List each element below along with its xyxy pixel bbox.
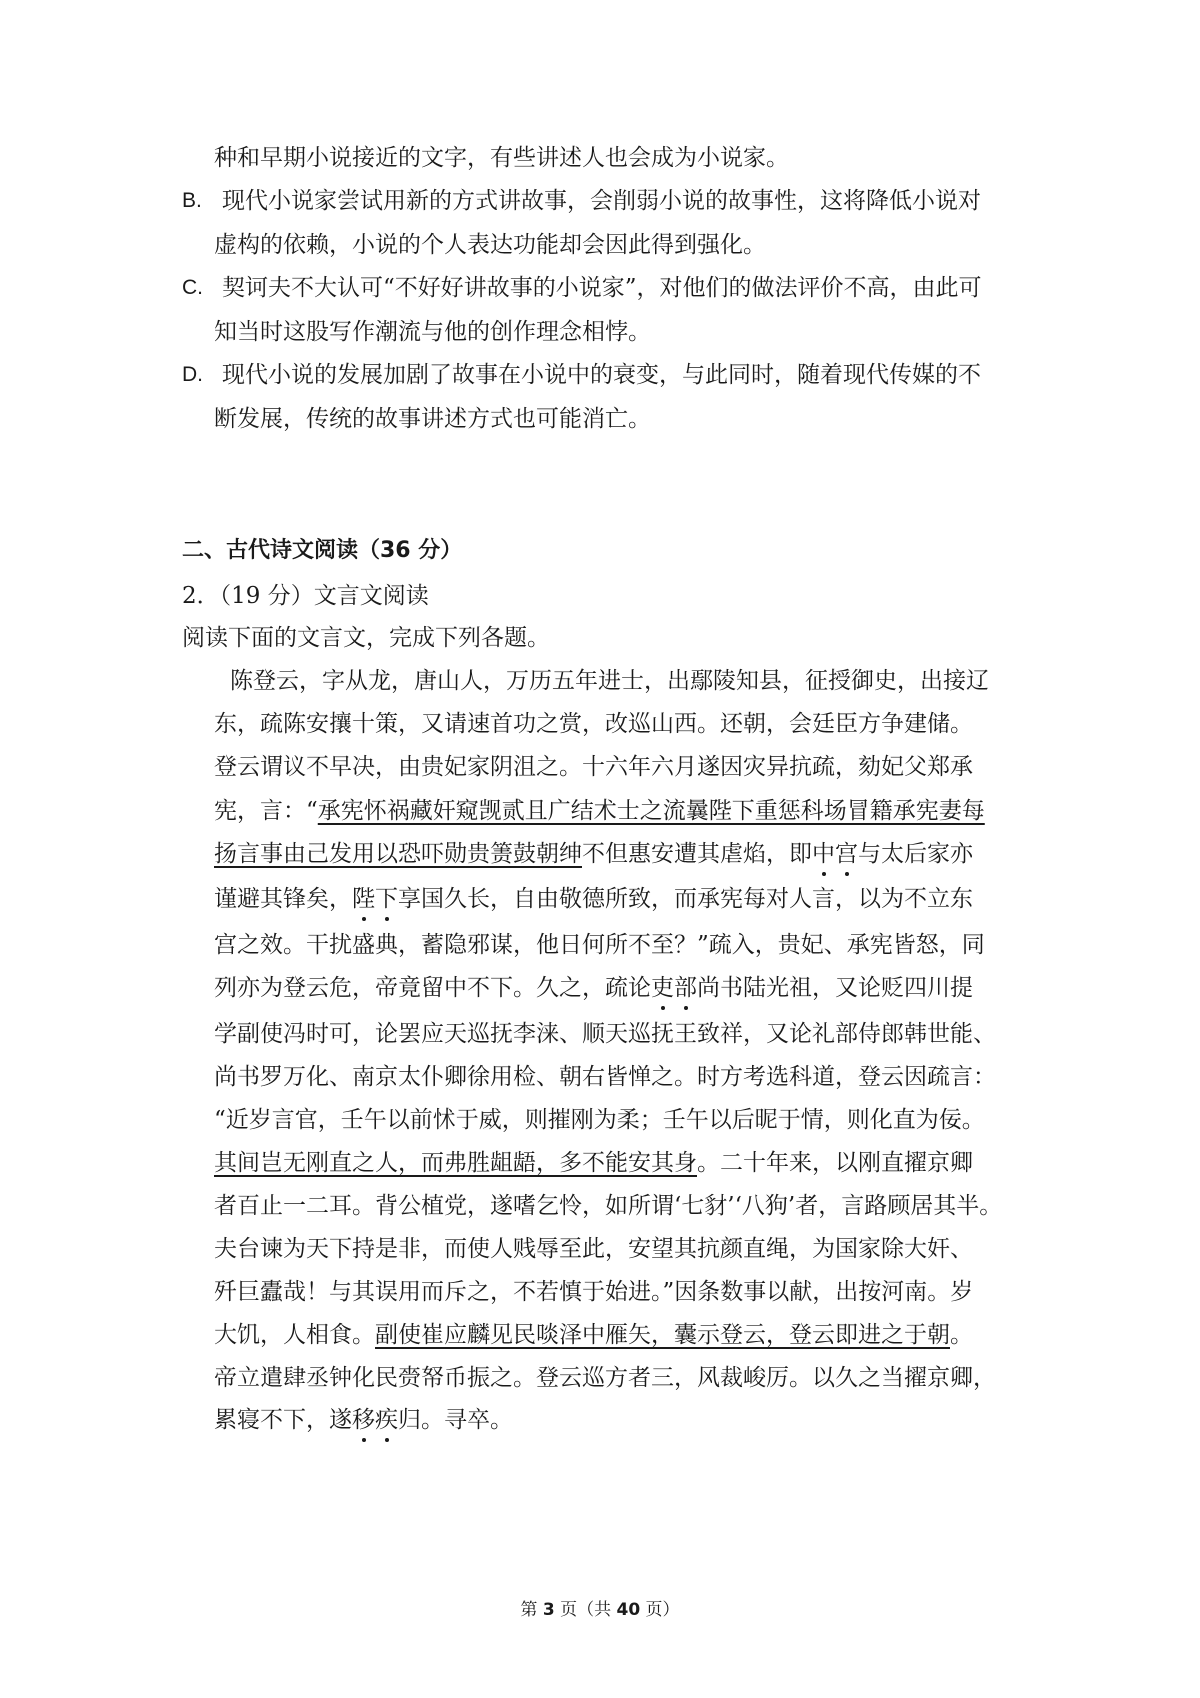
- option-d-label: D.: [182, 363, 203, 386]
- footer-text: 页（共: [554, 1600, 617, 1620]
- passage-line-9: 学副使冯时可，论罢应天巡抚李涞、顺天巡抚王致祥，又论礼部侍郎韩世能、: [214, 1021, 996, 1047]
- passage-line-2: 东，疏陈安攘十策，又请速首功之赏，改巡山西。还朝，会廷臣方争建储。: [214, 711, 973, 737]
- passage-line-4: [214, 795, 985, 827]
- passage-text: 享国久长，自由敬德所致，而承宪每对人言，以为不立东: [398, 886, 973, 912]
- passage-text: 。二十年来，以刚直擢京卿: [697, 1150, 973, 1176]
- footer-text: 页）: [640, 1600, 680, 1620]
- question-instruction: 阅读下面的文言文，完成下列各题。: [182, 625, 550, 651]
- page-footer: [0, 1598, 1200, 1622]
- passage-line-12: [214, 1147, 973, 1179]
- option-c-label: C.: [182, 276, 203, 299]
- passage-text: 不但惠安遭其虐焰，即: [582, 841, 812, 867]
- dotted-char: 宫: [835, 841, 858, 867]
- passage-line-8: [214, 972, 973, 1004]
- page-total: 40: [616, 1600, 641, 1620]
- passage-text: 列亦为登云危，帝竟留中不下。久之，疏论: [214, 975, 651, 1001]
- page-number: 3: [542, 1600, 555, 1620]
- passage-line-18: [214, 1404, 513, 1436]
- dotted-char: 中: [812, 841, 835, 867]
- dotted-char: 移: [352, 1407, 375, 1433]
- dotted-char: 下: [375, 886, 398, 912]
- dotted-char: 疾: [375, 1407, 398, 1433]
- underlined-sentence: 扬言事由己发用以恐吓勋贵箦鼓朝绅: [214, 841, 582, 867]
- passage-line-6: [214, 883, 973, 915]
- question-heading: 2．（19 分）文言文阅读: [182, 583, 429, 609]
- passage-text: 尚书陆光祖，又论贬四川提: [697, 975, 973, 1001]
- underlined-sentence: 承宪怀祸藏奸窥觊贰且广结术士之流曩陛下重惩科场冒籍承宪妻每: [317, 798, 985, 824]
- option-b-line2: 虚构的依赖，小说的个人表达功能却会因此得到强化。: [214, 232, 766, 258]
- passage-line-14: 夫台谏为天下持是非，而使人贱辱至此，安望其抗颜直绳，为国家除大奸、: [214, 1236, 973, 1262]
- passage-text: 累寝不下，遂: [214, 1407, 352, 1433]
- dotted-char: 陛: [352, 886, 375, 912]
- passage-text: 大饥，人相食。: [214, 1322, 375, 1348]
- option-d-line2: 断发展，传统的故事讲述方式也可能消亡。: [214, 406, 651, 432]
- passage-line-3: 登云谓议不早决，由贵妃家阴沮之。十六年六月遂因灾异抗疏，劾妃父郑承: [214, 754, 973, 780]
- dotted-char: 部: [674, 975, 697, 1001]
- footer-text: 第: [520, 1600, 543, 1620]
- option-a-continuation: 种和早期小说接近的文字，有些讲述人也会成为小说家。: [214, 145, 789, 171]
- underlined-sentence: 副使崔应麟见民啖泽中雁矢，囊示登云，登云即进之于朝: [375, 1322, 950, 1348]
- passage-line-7: 宫之效。干扰盛典，蓄隐邪谋，他日何所不至？”疏入，贵妃、承宪皆怒，同: [214, 932, 985, 958]
- option-b-label: B.: [182, 189, 202, 212]
- underlined-sentence: 其间岂无刚直之人，而弗胜龃龉，多不能安其身: [214, 1150, 697, 1176]
- passage-line-11: “近岁言官，壬午以前怵于威，则摧刚为柔；壬午以后昵于情，则化直为佞。: [214, 1107, 985, 1133]
- passage-line-13: 者百止一二耳。背公植党，遂嗜乞怜，如所谓‘七豺’‘八狗’者，言路顾居其半。: [214, 1193, 1003, 1219]
- passage-text: 宪，言：“: [214, 798, 318, 824]
- passage-line-5: [214, 838, 973, 870]
- passage-line-15: 歼巨蠹哉！与其误用而斥之，不若慎于始进。”因条数事以献，出按河南。岁: [214, 1279, 974, 1305]
- passage-line-10: 尚书罗万化、南京太仆卿徐用检、朝右皆惮之。时方考选科道，登云因疏言：: [214, 1064, 996, 1090]
- option-d-line1: 现代小说的发展加剧了故事在小说中的衰变，与此同时，随着现代传媒的不: [222, 362, 981, 388]
- passage-text: 归。寻卒。: [398, 1407, 513, 1433]
- option-c-line1: 契诃夫不大认可“不好好讲故事的小说家”，对他们的做法评价不高，由此可: [222, 275, 982, 301]
- dotted-char: 吏: [651, 975, 674, 1001]
- passage-text: 谨避其锋矣，: [214, 886, 352, 912]
- passage-line-17: 帝立遣肆丞钟化民赍帑币振之。登云巡方者三，风裁峻厉。以久之当擢京卿，: [214, 1365, 996, 1391]
- passage-text: 与太后家亦: [858, 841, 973, 867]
- passage-line-1: 陈登云，字从龙，唐山人，万历五年进士，出鄢陵知县，征授御史，出接辽: [230, 668, 989, 694]
- passage-line-16: [214, 1319, 973, 1351]
- option-c-line2: 知当时这股写作潮流与他的创作理念相悖。: [214, 319, 651, 345]
- section-title: 二、古代诗文阅读（36 分）: [182, 538, 463, 563]
- passage-text: 。: [950, 1322, 973, 1348]
- option-b-line1: 现代小说家尝试用新的方式讲故事，会削弱小说的故事性，这将降低小说对: [222, 188, 981, 214]
